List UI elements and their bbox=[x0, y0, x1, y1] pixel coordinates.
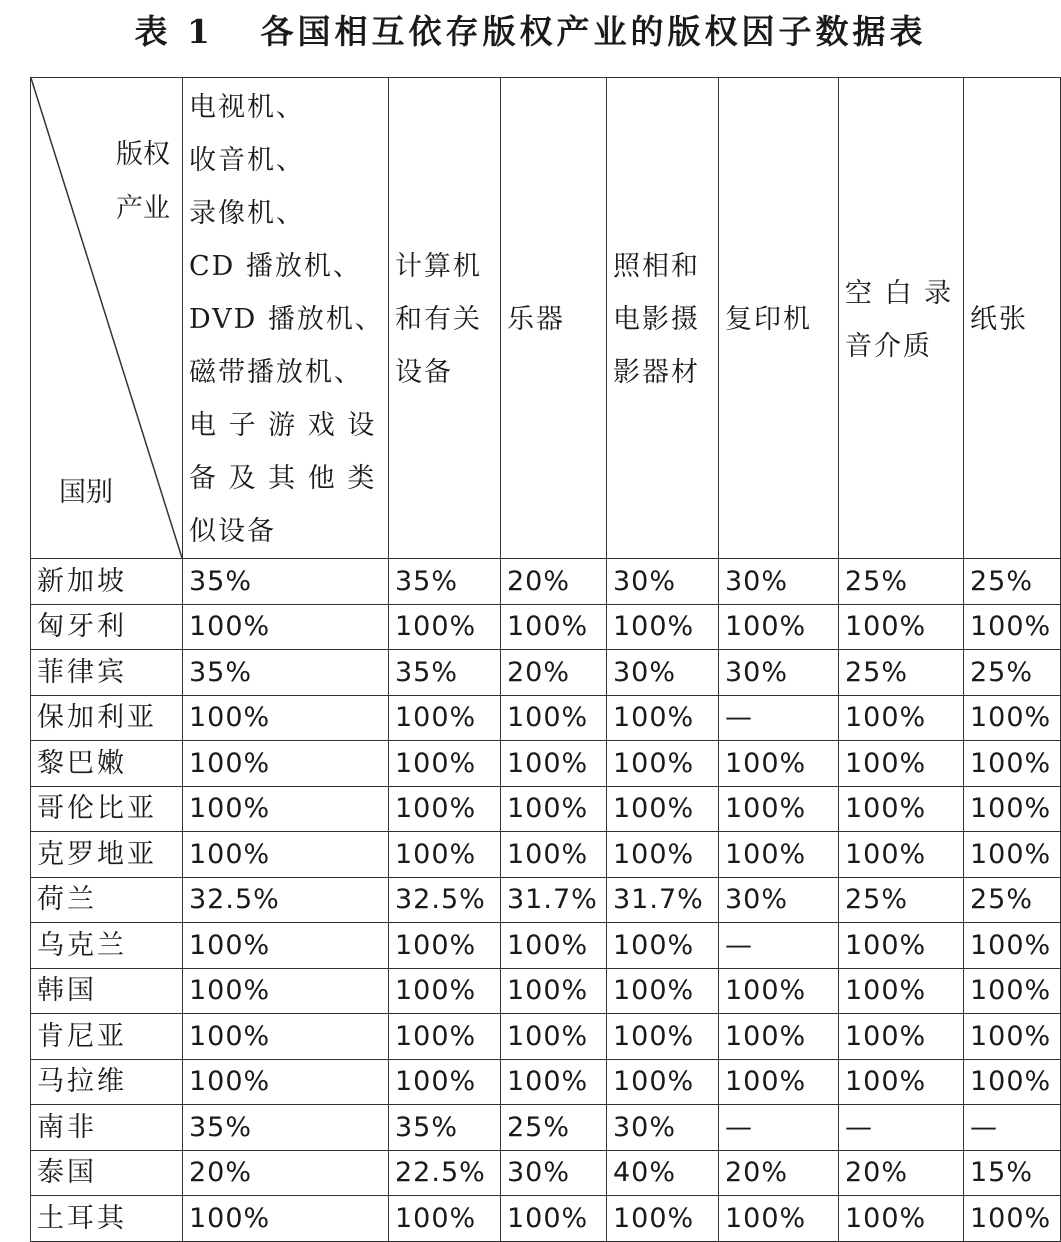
table-row bbox=[31, 604, 1061, 650]
table-row bbox=[31, 786, 1061, 832]
table-row bbox=[31, 1014, 1061, 1060]
factor-value-cell: 100% bbox=[501, 1014, 607, 1060]
factor-value-cell: 30% bbox=[607, 559, 719, 605]
factor-value-cell: 35% bbox=[183, 559, 389, 605]
table-row bbox=[31, 741, 1061, 787]
factor-value-cell: 100% bbox=[607, 695, 719, 741]
factor-value-cell: 20% bbox=[719, 1150, 839, 1196]
country-cell: 荷兰 bbox=[31, 877, 183, 923]
factor-value-cell: 100% bbox=[183, 1059, 389, 1105]
factor-value-cell: 25% bbox=[964, 650, 1061, 696]
table-row bbox=[31, 877, 1061, 923]
country-cell: 乌克兰 bbox=[31, 923, 183, 969]
factor-value-cell: 100% bbox=[719, 604, 839, 650]
corner-header-cell bbox=[31, 78, 183, 559]
factor-value-cell: 100% bbox=[607, 923, 719, 969]
factor-value-cell: 100% bbox=[839, 1059, 964, 1105]
factor-value-cell: 100% bbox=[607, 832, 719, 878]
factor-value-cell: 100% bbox=[501, 1059, 607, 1105]
factor-value-cell: — bbox=[719, 923, 839, 969]
factor-value-cell: 100% bbox=[183, 923, 389, 969]
factor-value-cell: 100% bbox=[389, 786, 501, 832]
factor-value-cell: 100% bbox=[964, 1059, 1061, 1105]
header-row bbox=[31, 78, 1061, 559]
factor-value-cell: 100% bbox=[964, 1196, 1061, 1242]
factor-value-cell: 100% bbox=[964, 1014, 1061, 1060]
corner-label-country: 国别 bbox=[59, 477, 113, 508]
factor-value-cell: 100% bbox=[183, 832, 389, 878]
factor-value-cell: 100% bbox=[839, 695, 964, 741]
factor-value-cell: 100% bbox=[964, 741, 1061, 787]
factor-value-cell: 40% bbox=[607, 1150, 719, 1196]
table-row bbox=[31, 559, 1061, 605]
factor-value-cell: 25% bbox=[839, 559, 964, 605]
factor-value-cell: 100% bbox=[183, 786, 389, 832]
country-cell: 黎巴嫩 bbox=[31, 741, 183, 787]
table-row bbox=[31, 1196, 1061, 1242]
factor-value-cell: 100% bbox=[719, 968, 839, 1014]
factor-value-cell: 100% bbox=[389, 968, 501, 1014]
country-cell: 韩国 bbox=[31, 968, 183, 1014]
factor-value-cell: 35% bbox=[389, 650, 501, 696]
factor-value-cell: 100% bbox=[964, 786, 1061, 832]
factor-value-cell: 25% bbox=[839, 877, 964, 923]
factor-value-cell: — bbox=[719, 1105, 839, 1151]
factor-value-cell: 100% bbox=[501, 923, 607, 969]
factor-value-cell: 100% bbox=[501, 786, 607, 832]
country-cell: 土耳其 bbox=[31, 1196, 183, 1242]
factor-value-cell: — bbox=[964, 1105, 1061, 1151]
factor-value-cell: 100% bbox=[501, 832, 607, 878]
factor-value-cell: 100% bbox=[719, 786, 839, 832]
factor-value-cell: 100% bbox=[501, 695, 607, 741]
factor-value-cell: 20% bbox=[839, 1150, 964, 1196]
factor-value-cell: 35% bbox=[389, 559, 501, 605]
factor-value-cell: 100% bbox=[964, 832, 1061, 878]
column-header: 空 白 录 音介质 bbox=[839, 78, 964, 559]
factor-value-cell: 100% bbox=[389, 1014, 501, 1060]
country-cell: 马拉维 bbox=[31, 1059, 183, 1105]
country-cell: 新加坡 bbox=[31, 559, 183, 605]
factor-value-cell: 100% bbox=[839, 1014, 964, 1060]
factor-value-cell: 100% bbox=[607, 1196, 719, 1242]
factor-value-cell: 100% bbox=[719, 1196, 839, 1242]
factor-value-cell: 30% bbox=[719, 559, 839, 605]
factor-value-cell: 32.5% bbox=[183, 877, 389, 923]
table-row bbox=[31, 1150, 1061, 1196]
factor-value-cell: 25% bbox=[501, 1105, 607, 1151]
factor-value-cell: 100% bbox=[607, 604, 719, 650]
factor-value-cell: 100% bbox=[389, 832, 501, 878]
factor-value-cell: 100% bbox=[964, 695, 1061, 741]
country-cell: 菲律宾 bbox=[31, 650, 183, 696]
copyright-factor-table bbox=[30, 77, 1061, 1242]
factor-value-cell: 100% bbox=[183, 1014, 389, 1060]
table-body bbox=[31, 559, 1061, 1242]
factor-value-cell: 100% bbox=[719, 1014, 839, 1060]
factor-value-cell: 100% bbox=[183, 695, 389, 741]
country-cell: 哥伦比亚 bbox=[31, 786, 183, 832]
table-row bbox=[31, 650, 1061, 696]
factor-value-cell: 100% bbox=[183, 604, 389, 650]
factor-value-cell: 22.5% bbox=[389, 1150, 501, 1196]
table-row bbox=[31, 968, 1061, 1014]
factor-value-cell: 100% bbox=[719, 741, 839, 787]
factor-value-cell: 30% bbox=[719, 877, 839, 923]
factor-value-cell: 100% bbox=[839, 968, 964, 1014]
factor-value-cell: 100% bbox=[607, 786, 719, 832]
factor-value-cell: 100% bbox=[607, 1014, 719, 1060]
column-header: 电视机、 收音机、 录像机、 CD 播放机、 DVD 播放机、 磁带播放机、 电 子 游 戏 设 备 及 其 他 类 似设备 bbox=[183, 78, 389, 559]
factor-value-cell: 100% bbox=[389, 923, 501, 969]
country-cell: 南非 bbox=[31, 1105, 183, 1151]
factor-value-cell: 25% bbox=[964, 877, 1061, 923]
factor-value-cell: 30% bbox=[607, 1105, 719, 1151]
factor-value-cell: 100% bbox=[501, 604, 607, 650]
table-row bbox=[31, 832, 1061, 878]
factor-value-cell: 100% bbox=[607, 741, 719, 787]
country-cell: 匈牙利 bbox=[31, 604, 183, 650]
factor-value-cell: 100% bbox=[389, 1059, 501, 1105]
factor-value-cell: 100% bbox=[839, 1196, 964, 1242]
factor-value-cell: 100% bbox=[389, 741, 501, 787]
column-header: 计算机 和有关 设备 bbox=[389, 78, 501, 559]
corner-label-industry: 版权 产业 bbox=[116, 139, 170, 224]
country-cell: 克罗地亚 bbox=[31, 832, 183, 878]
factor-value-cell: 100% bbox=[719, 832, 839, 878]
factor-value-cell: 100% bbox=[964, 968, 1061, 1014]
factor-value-cell: 100% bbox=[839, 604, 964, 650]
table-title: 表 1 各国相互依存版权产业的版权因子数据表 bbox=[134, 12, 927, 51]
column-header: 纸张 bbox=[964, 78, 1061, 559]
factor-value-cell: 100% bbox=[183, 968, 389, 1014]
factor-value-cell: 100% bbox=[839, 741, 964, 787]
factor-value-cell: 100% bbox=[501, 968, 607, 1014]
factor-value-cell: 30% bbox=[607, 650, 719, 696]
factor-value-cell: — bbox=[719, 695, 839, 741]
factor-value-cell: 31.7% bbox=[607, 877, 719, 923]
factor-value-cell: 100% bbox=[964, 604, 1061, 650]
factor-value-cell: 100% bbox=[607, 968, 719, 1014]
factor-value-cell: 100% bbox=[839, 786, 964, 832]
factor-value-cell: 100% bbox=[389, 695, 501, 741]
factor-value-cell: 100% bbox=[839, 923, 964, 969]
column-header: 乐器 bbox=[501, 78, 607, 559]
country-cell: 泰国 bbox=[31, 1150, 183, 1196]
factor-value-cell: 35% bbox=[183, 650, 389, 696]
table-row bbox=[31, 923, 1061, 969]
factor-value-cell: 25% bbox=[839, 650, 964, 696]
factor-value-cell: 30% bbox=[719, 650, 839, 696]
factor-value-cell: 100% bbox=[501, 1196, 607, 1242]
factor-value-cell: 100% bbox=[964, 923, 1061, 969]
factor-value-cell: 100% bbox=[839, 832, 964, 878]
factor-value-cell: 100% bbox=[501, 741, 607, 787]
factor-value-cell: 20% bbox=[501, 650, 607, 696]
factor-value-cell: 31.7% bbox=[501, 877, 607, 923]
column-header: 复印机 bbox=[719, 78, 839, 559]
factor-value-cell: 100% bbox=[607, 1059, 719, 1105]
factor-value-cell: 32.5% bbox=[389, 877, 501, 923]
factor-value-cell: 35% bbox=[183, 1105, 389, 1151]
factor-value-cell: 30% bbox=[501, 1150, 607, 1196]
country-cell: 保加利亚 bbox=[31, 695, 183, 741]
table-row bbox=[31, 695, 1061, 741]
table-row bbox=[31, 1105, 1061, 1151]
country-cell: 肯尼亚 bbox=[31, 1014, 183, 1060]
table-row bbox=[31, 1059, 1061, 1105]
factor-value-cell: 100% bbox=[183, 1196, 389, 1242]
column-header: 照相和 电影摄 影器材 bbox=[607, 78, 719, 559]
factor-value-cell: 100% bbox=[719, 1059, 839, 1105]
factor-value-cell: 20% bbox=[183, 1150, 389, 1196]
factor-value-cell: 20% bbox=[501, 559, 607, 605]
factor-value-cell: 25% bbox=[964, 559, 1061, 605]
factor-value-cell: 100% bbox=[389, 604, 501, 650]
factor-value-cell: 35% bbox=[389, 1105, 501, 1151]
factor-value-cell: 100% bbox=[389, 1196, 501, 1242]
factor-value-cell: — bbox=[839, 1105, 964, 1151]
factor-value-cell: 15% bbox=[964, 1150, 1061, 1196]
factor-value-cell: 100% bbox=[183, 741, 389, 787]
